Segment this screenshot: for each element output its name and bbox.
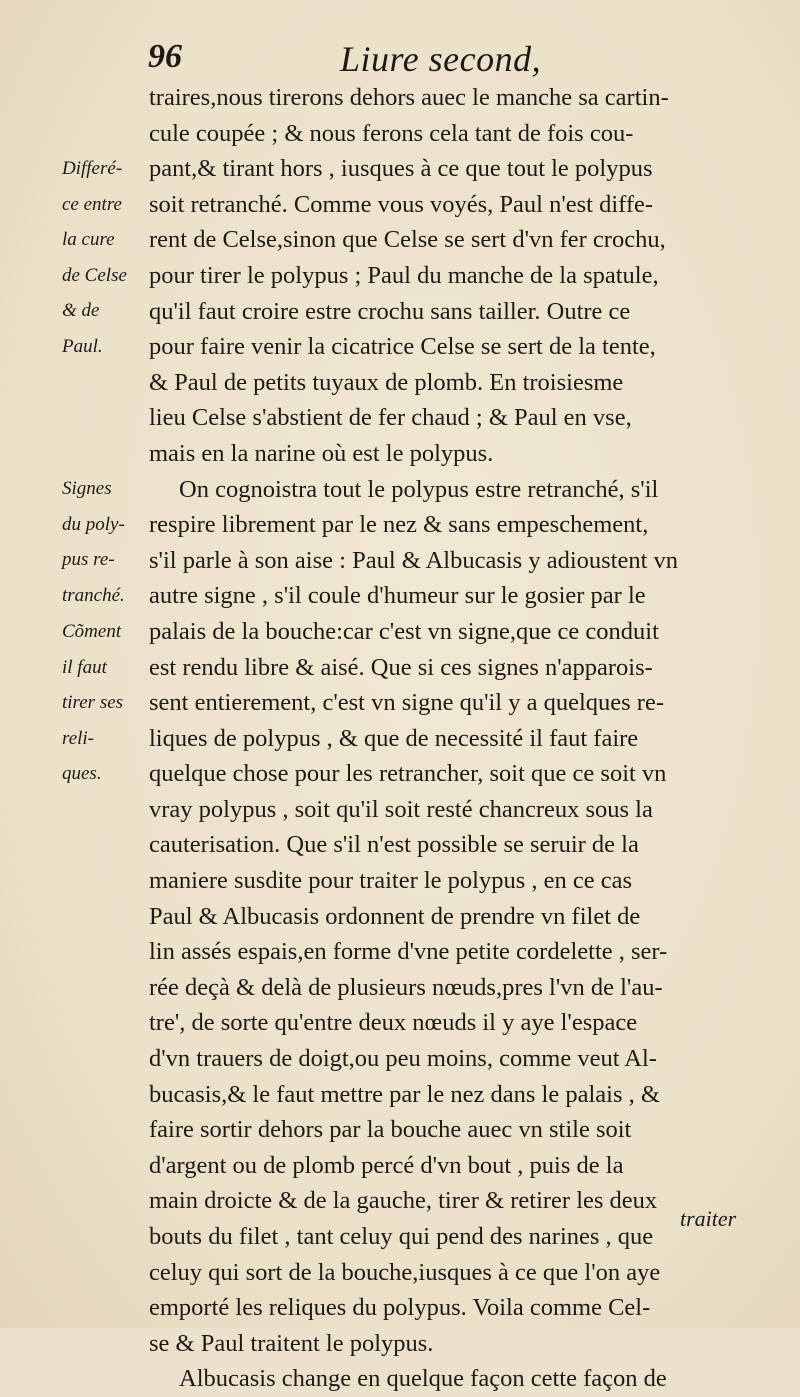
text-line: rent de Celse,sinon que Celse se sert d'vn fer crochu, <box>149 226 666 254</box>
text-line: bucasis,& le faut mettre par le nez dans le palais , & <box>149 1080 660 1108</box>
text-line: d'argent ou de plomb percé d'vn bout , puis de la <box>149 1151 624 1179</box>
paragraph-start-line: On cognoistra tout le polypus estre retranché, s'il <box>179 475 659 503</box>
text-line: lin assés espais,en forme d'vne petite cordelette , ser- <box>149 938 668 966</box>
text-line: tre', de sorte qu'entre deux nœuds il y aye l'espace <box>149 1009 638 1037</box>
text-line: mais en la narine où est le polypus. <box>149 439 494 467</box>
text-line: qu'il faut croire estre crochu sans tailler. Outre ce <box>149 297 631 325</box>
marginal-note-line: Differé- <box>62 158 123 179</box>
marginal-note-difference <box>62 151 144 365</box>
text-line: Paul & Albucasis ordonnent de prendre vn filet de <box>149 902 641 930</box>
text-line: bouts du filet , tant celuy qui pend des narines , que <box>149 1223 654 1250</box>
running-title: Liure second, <box>340 39 542 79</box>
text-line: sent entierement, c'est vn signe qu'il y a quelques re- <box>149 689 665 717</box>
marginal-note-line: il faut <box>62 656 107 678</box>
text-line: pant,& tirant hors , iusques à ce que tout le polypus <box>149 155 653 183</box>
text-line: respire librement par le nez & sans empeschement, <box>149 511 649 539</box>
text-line: palais de la bouche:car c'est vn signe,que ce conduit <box>149 617 659 645</box>
text-line: celuy qui sort de la bouche,iusques à ce que l'on aye <box>149 1258 661 1286</box>
text-line: soit retranché. Comme vous voyés, Paul n'est diffe- <box>149 190 654 218</box>
marginal-note-relics <box>62 614 144 792</box>
marginal-note-line: reli- <box>62 727 95 749</box>
marginal-note-line: Paul. <box>62 335 103 357</box>
text-line: cauterisation. Que s'il n'est possible se seruir de la <box>149 831 639 859</box>
text-line: d'vn trauers de doigt,ou peu moins, comme veut Al- <box>149 1045 657 1073</box>
text-line: se & Paul traitent le polypus. <box>149 1329 434 1357</box>
marginal-note-line: & de <box>62 300 100 322</box>
text-line: cule coupée ; & nous ferons cela tant de fois cou- <box>149 119 634 147</box>
text-line: pour tirer le polypus ; Paul du manche de la spatule, <box>149 261 659 289</box>
text-line: traires,nous tirerons dehors auec le manche sa cartin- <box>149 84 669 111</box>
marginal-note-line: tirer ses <box>62 692 124 714</box>
text-line: vray polypus , soit qu'il soit resté chancreux sous la <box>149 795 653 823</box>
body-text <box>149 80 739 1397</box>
text-line: quelque chose pour les retrancher, soit que ce soit vn <box>149 760 667 788</box>
marginal-note-line: du poly- <box>62 513 125 535</box>
paragraph-start-line: Albucasis change en quelque façon cette façon de <box>179 1365 667 1393</box>
marginal-note-line: ce entre <box>62 193 122 215</box>
marginal-note-line: de Celse <box>62 264 127 286</box>
catchword: traiter <box>680 1206 737 1231</box>
marginal-note-line: la cure <box>62 229 115 251</box>
marginal-note-line: ques. <box>62 763 102 785</box>
text-line: & Paul de petits tuyaux de plomb. En troisiesme <box>149 368 624 396</box>
text-line: pour faire venir la cicatrice Celse se sert de la tente, <box>149 333 656 361</box>
text-line: lieu Celse s'abstient de fer chaud ; & Paul en vse, <box>149 404 632 432</box>
page-number: 96 <box>148 38 182 75</box>
text-line: emporté les reliques du polypus. Voila comme Cel- <box>149 1294 651 1322</box>
text-line: rée deçà & delà de plusieurs nœuds,pres l'vn de l'au- <box>149 973 663 1001</box>
marginal-note-line: tranché. <box>62 584 125 606</box>
marginal-note-line: Cõment <box>62 621 122 642</box>
marginal-note-line: Signes <box>62 478 112 499</box>
marginal-note-signs <box>62 471 144 613</box>
text-line: maniere susdite pour traiter le polypus , en ce cas <box>149 867 633 895</box>
text-line: liques de polypus , & que de necessité il faut faire <box>149 724 639 752</box>
text-line: autre signe , s'il coule d'humeur sur le gosier par le <box>149 582 646 610</box>
text-line: s'il parle à son aise : Paul & Albucasis y adioustent vn <box>149 546 679 574</box>
marginal-note-line: pus re- <box>62 549 115 571</box>
text-line: est rendu libre & aisé. Que si ces signes n'apparois- <box>149 653 653 681</box>
text-line: faire sortir dehors par la bouche auec vn stile soit <box>149 1116 632 1144</box>
text-line: main droicte & de la gauche, tirer & retirer les deux <box>149 1187 658 1215</box>
